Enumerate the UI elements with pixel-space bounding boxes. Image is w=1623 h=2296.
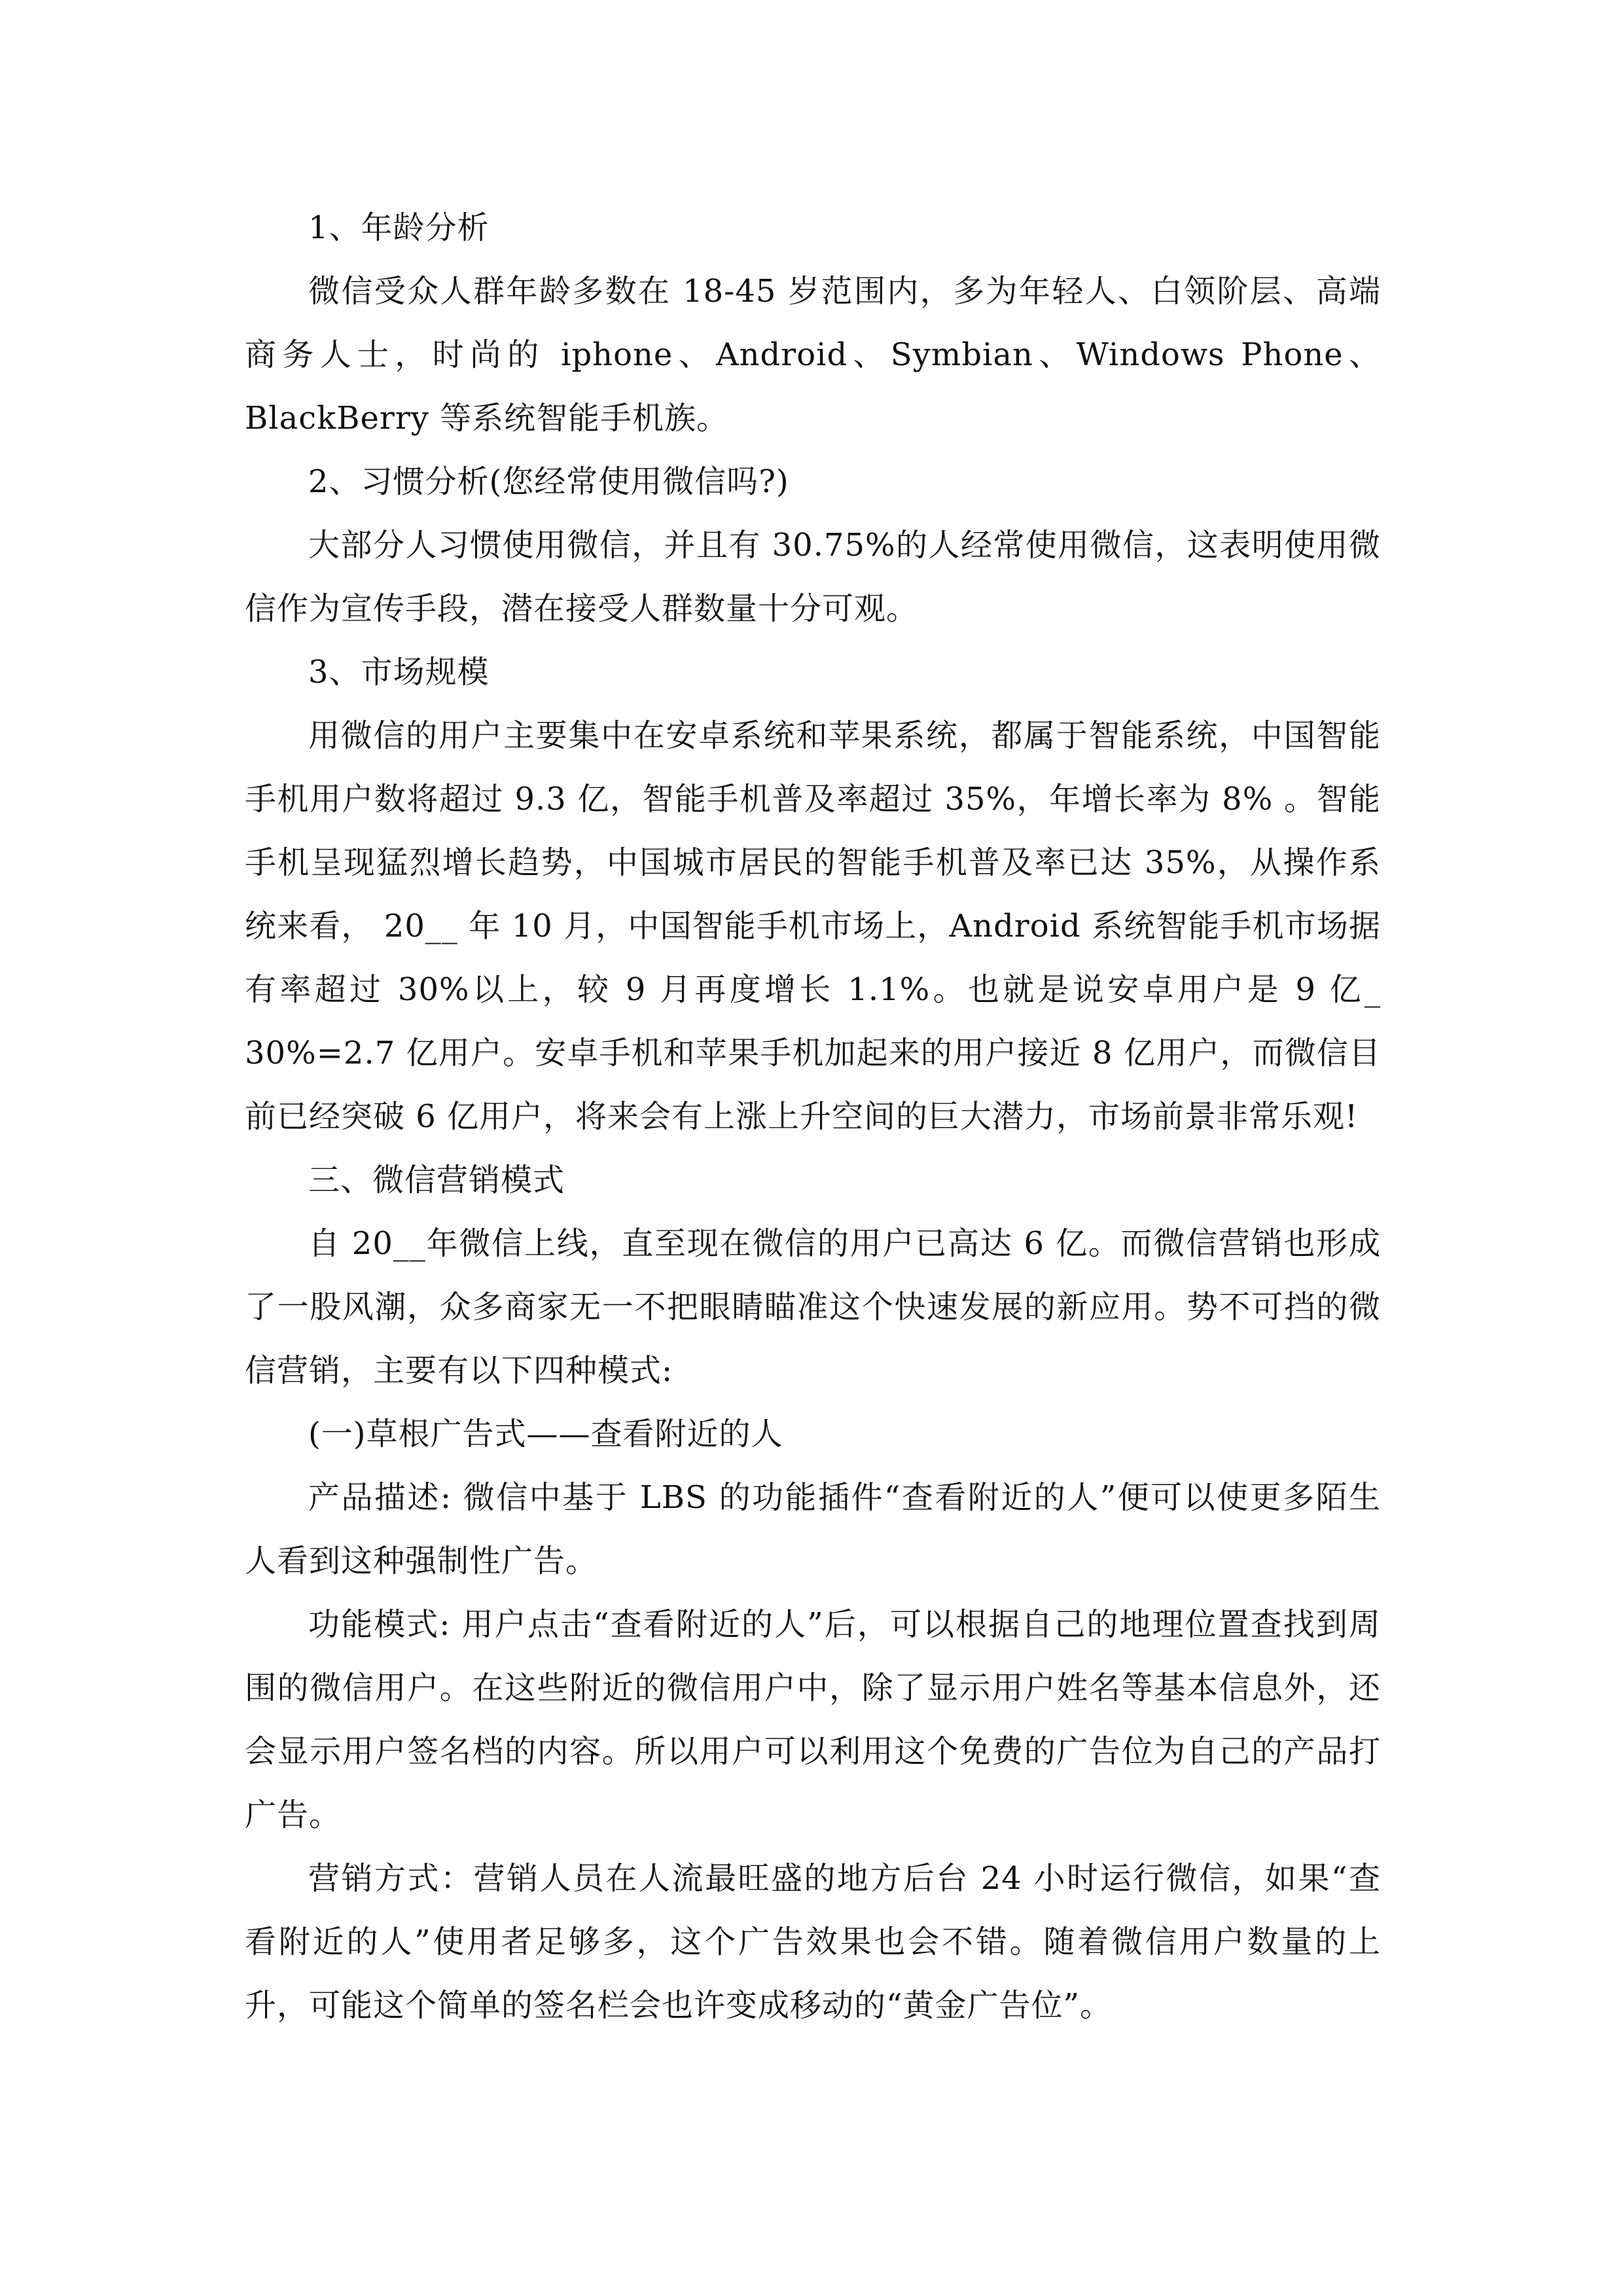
heading-market-scale: 3、市场规模 (308, 654, 490, 691)
paragraph-market-scale: 用微信的用户主要集中在安卓系统和苹果系统，都属于智能系统，中国智能手机用户数将超过 9.3 亿，智能手机普及率超过 35%，年增长率为 8% 。智能手机呈现猛烈增长趋势，中国城市居民的智能手机普及率已达 35%，从操作系统来看， 20__ 年 10 月，中国智能手机市场上，Android 系统智能手机市场据有率超过 30%以上，较 9 月再度增长 1.1%。也就是说安卓用户是 9 亿_ 30%=2.7 亿用户。安卓手机和苹果手机加起来的用户接近 8 亿用户，而微信目前已经突破 6 亿用户，将来会有上涨上升空间的巨大潜力，市场前景非常乐观! (245, 717, 1381, 1135)
paragraph-function-mode: 功能模式: 用户点击“查看附近的人”后，可以根据自己的地理位置查找到周围的微信用户。在这些附近的微信用户中，除了显示用户姓名等基本信息外，还会显示用户签名档的内容。所以用户可以利用这个免费的广告位为自己的产品打广告。 (245, 1606, 1381, 1833)
heading-habit-analysis: 2、习惯分析(您经常使用微信吗?) (308, 463, 789, 500)
document-body (245, 196, 1381, 2037)
heading-grassroots-ad: (一)草根广告式——查看附近的人 (308, 1416, 783, 1452)
paragraph-age-analysis: 微信受众人群年龄多数在 18-45 岁范围内，多为年轻人、白领阶层、高端商务人士，时尚的 iphone、Android、Symbian、Windows Phone、BlackBerry 等系统智能手机族。 (245, 273, 1381, 437)
heading-wechat-marketing-modes: 三、微信营销模式 (308, 1162, 565, 1198)
paragraph-marketing-method: 营销方式：营销人员在人流最旺盛的地方后台 24 小时运行微信，如果“查看附近的人”使用者足够多，这个广告效果也会不错。随着微信用户数量的上升，可能这个简单的签名栏会也许变成移动的“黄金广告位”。 (245, 1860, 1381, 2024)
paragraph-wechat-marketing-intro: 自 20__年微信上线，直至现在微信的用户已高达 6 亿。而微信营销也形成了一股风潮，众多商家无一不把眼睛瞄准这个快速发展的新应用。势不可挡的微信营销，主要有以下四种模式: (245, 1225, 1381, 1389)
heading-age-analysis: 1、年龄分析 (308, 209, 490, 246)
paragraph-habit-analysis: 大部分人习惯使用微信，并且有 30.75%的人经常使用微信，这表明使用微信作为宣传手段，潜在接受人群数量十分可观。 (245, 527, 1381, 627)
paragraph-product-description: 产品描述: 微信中基于 LBS 的功能插件“查看附近的人”便可以使更多陌生人看到这种强制性广告。 (245, 1479, 1381, 1579)
